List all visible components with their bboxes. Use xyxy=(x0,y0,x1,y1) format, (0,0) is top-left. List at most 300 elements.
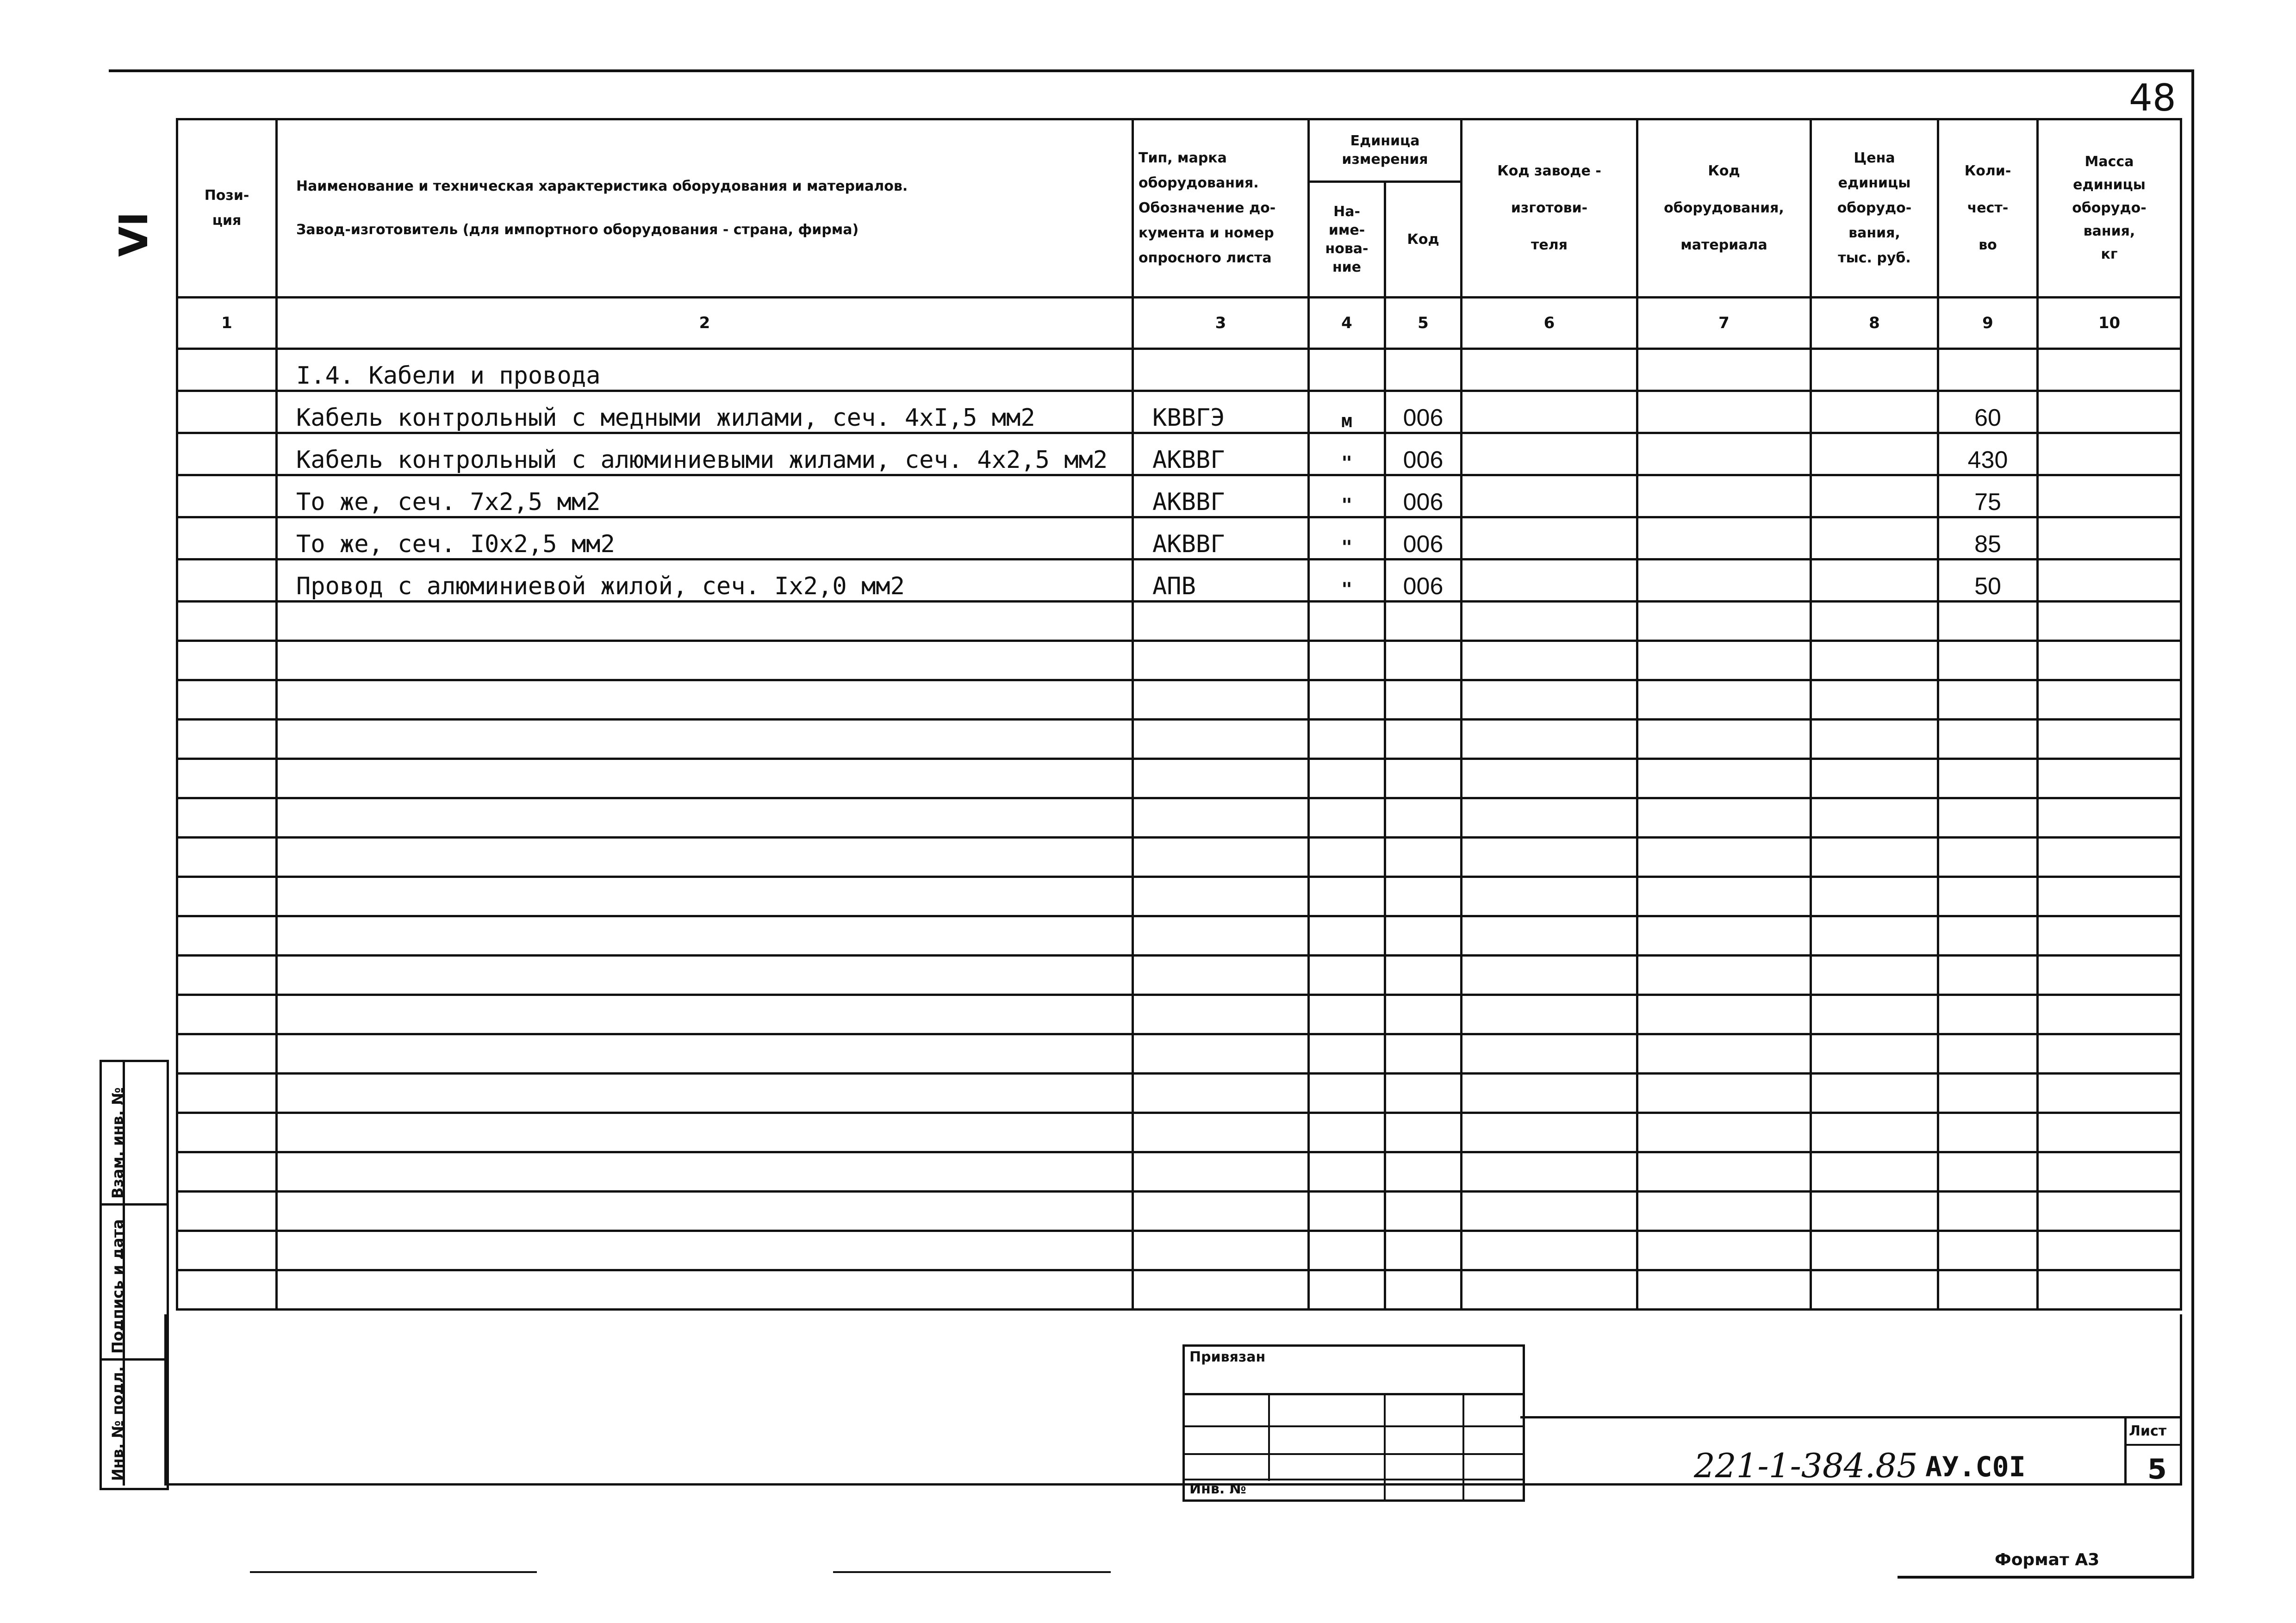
empty-cell xyxy=(2038,956,2181,995)
empty-cell xyxy=(2038,916,2181,956)
doc-code: 221-1-384.85 xyxy=(1694,1446,1918,1485)
sheet-number: 5 xyxy=(2147,1453,2167,1486)
cell-mass xyxy=(2038,349,2181,391)
empty-cell xyxy=(1385,877,1462,916)
cell-unit-code: 006 xyxy=(1385,560,1462,602)
empty-cell xyxy=(1811,798,1938,838)
empty-cell xyxy=(1133,641,1309,680)
cell-price xyxy=(1811,391,1938,433)
empty-cell xyxy=(177,759,277,798)
cell-name: Кабель контрольный с алюминиевыми жилами, сеч. 4х2,5 мм2 xyxy=(277,433,1133,475)
empty-cell xyxy=(1637,877,1811,916)
empty-cell xyxy=(177,641,277,680)
table-row xyxy=(177,560,2181,602)
cell-equipment-code xyxy=(1637,560,1811,602)
cell-price xyxy=(1811,433,1938,475)
empty-cell xyxy=(277,1074,1133,1113)
cell-quantity: 75 xyxy=(1938,475,2038,517)
empty-cell xyxy=(1938,641,2038,680)
cell-manufacturer-code xyxy=(1462,433,1637,475)
empty-cell xyxy=(1637,995,1811,1034)
cell-price xyxy=(1811,560,1938,602)
empty-cell xyxy=(1811,1034,1938,1074)
empty-cell xyxy=(2038,720,2181,759)
empty-cell xyxy=(2038,1192,2181,1231)
empty-cell xyxy=(177,995,277,1034)
empty-cell xyxy=(1309,1074,1385,1113)
stamp-sign-date: Подпись и дата xyxy=(109,1219,126,1354)
empty-cell xyxy=(277,1113,1133,1152)
empty-cell xyxy=(1133,602,1309,641)
empty-cell xyxy=(1811,759,1938,798)
header-type: Тип, марка оборудования. Обозначение до- кумента и номер опросного листа xyxy=(1133,119,1309,298)
cell-type xyxy=(1133,349,1309,391)
empty-cell xyxy=(1385,602,1462,641)
title-sheet-hline xyxy=(2124,1444,2182,1446)
bottom-border-line xyxy=(1898,1576,2194,1579)
cell-quantity: 85 xyxy=(1938,517,2038,560)
empty-cell xyxy=(177,1152,277,1192)
empty-cell xyxy=(177,916,277,956)
empty-cell xyxy=(1462,798,1637,838)
empty-cell xyxy=(277,680,1133,720)
stamp-divider-2 xyxy=(100,1358,167,1361)
empty-cell xyxy=(177,1270,277,1310)
empty-table-row xyxy=(177,641,2181,680)
empty-cell xyxy=(1309,1152,1385,1192)
empty-cell xyxy=(1811,641,1938,680)
cell-unit-code: 006 xyxy=(1385,475,1462,517)
empty-cell xyxy=(1637,1034,1811,1074)
empty-cell xyxy=(1938,1231,2038,1270)
empty-table-row xyxy=(177,1113,2181,1152)
doc-suffix: АУ.С0I xyxy=(1925,1451,2026,1483)
empty-cell xyxy=(1133,680,1309,720)
empty-cell xyxy=(2038,1113,2181,1152)
empty-cell xyxy=(277,1270,1133,1310)
stamp-inv-vzam: Взам. инв. № xyxy=(109,1087,126,1199)
colnum-4: 4 xyxy=(1309,298,1385,349)
empty-cell xyxy=(1309,1231,1385,1270)
empty-cell xyxy=(1811,1113,1938,1152)
empty-cell xyxy=(177,1113,277,1152)
cell-type: АКВВГ xyxy=(1133,517,1309,560)
table-row xyxy=(177,349,2181,391)
table-row xyxy=(177,433,2181,475)
approved-vline-2 xyxy=(1384,1393,1386,1499)
table-row xyxy=(177,517,2181,560)
format-label: Формат А3 xyxy=(1995,1550,2100,1569)
empty-cell xyxy=(1462,956,1637,995)
empty-cell xyxy=(2038,759,2181,798)
header-mass: Масса единицы оборудо- вания, кг xyxy=(2038,119,2181,298)
empty-cell xyxy=(1811,1152,1938,1192)
cell-equipment-code xyxy=(1637,391,1811,433)
empty-cell xyxy=(1637,680,1811,720)
empty-cell xyxy=(277,1192,1133,1231)
approved-box xyxy=(1182,1344,1525,1502)
header-price: Цена единицы оборудо- вания, тыс. руб. xyxy=(1811,119,1938,298)
empty-cell xyxy=(1811,602,1938,641)
cell-unit: " xyxy=(1309,560,1385,602)
empty-cell xyxy=(1811,995,1938,1034)
approved-line-1 xyxy=(1185,1393,1523,1395)
empty-cell xyxy=(277,1231,1133,1270)
empty-cell xyxy=(1133,995,1309,1034)
empty-cell xyxy=(277,916,1133,956)
empty-table-row xyxy=(177,877,2181,916)
empty-table-row xyxy=(177,1034,2181,1074)
cell-unit-code xyxy=(1385,349,1462,391)
cell-manufacturer-code xyxy=(1462,349,1637,391)
bottom-frame-left xyxy=(164,1314,167,1486)
empty-cell xyxy=(2038,1034,2181,1074)
header-unit-name: На- име- нова- ние xyxy=(1309,182,1385,298)
top-border-line xyxy=(109,69,2191,72)
empty-cell xyxy=(1309,680,1385,720)
empty-cell xyxy=(1462,838,1637,877)
empty-table-row xyxy=(177,838,2181,877)
empty-cell xyxy=(277,1152,1133,1192)
header-position: Пози- ция xyxy=(177,119,277,298)
empty-cell xyxy=(2038,877,2181,916)
empty-cell xyxy=(1637,1074,1811,1113)
cell-position xyxy=(177,475,277,517)
empty-cell xyxy=(2038,641,2181,680)
bottom-dash-2 xyxy=(833,1571,1111,1573)
empty-table-row xyxy=(177,680,2181,720)
empty-cell xyxy=(1637,1152,1811,1192)
cell-quantity: 60 xyxy=(1938,391,2038,433)
empty-cell xyxy=(1133,1152,1309,1192)
empty-cell xyxy=(1385,1074,1462,1113)
approved-label: Привязан xyxy=(1189,1349,1266,1365)
empty-cell xyxy=(1385,1113,1462,1152)
empty-cell xyxy=(1133,1270,1309,1310)
approved-inv: Инв. № xyxy=(1189,1481,1246,1497)
empty-cell xyxy=(1309,602,1385,641)
colnum-5: 5 xyxy=(1385,298,1462,349)
empty-cell xyxy=(1309,877,1385,916)
empty-cell xyxy=(1133,798,1309,838)
empty-cell xyxy=(1938,798,2038,838)
empty-cell xyxy=(1462,1074,1637,1113)
empty-cell xyxy=(1133,1034,1309,1074)
header-name-line1: Наименование и техническая характеристика оборудования и материалов. xyxy=(296,178,908,194)
empty-cell xyxy=(1938,838,2038,877)
cell-position xyxy=(177,349,277,391)
empty-cell xyxy=(1462,602,1637,641)
empty-cell xyxy=(1938,1152,2038,1192)
approved-line-2 xyxy=(1185,1425,1523,1427)
colnum-2: 2 xyxy=(277,298,1133,349)
cell-manufacturer-code xyxy=(1462,475,1637,517)
cell-unit: " xyxy=(1309,475,1385,517)
empty-cell xyxy=(1385,641,1462,680)
empty-cell xyxy=(2038,798,2181,838)
empty-cell xyxy=(1133,1074,1309,1113)
cell-unit: " xyxy=(1309,517,1385,560)
empty-table-row xyxy=(177,602,2181,641)
header-unit-code: Код xyxy=(1385,182,1462,298)
empty-table-row xyxy=(177,956,2181,995)
empty-cell xyxy=(1938,1192,2038,1231)
cell-name: Провод с алюминиевой жилой, сеч. Iх2,0 мм2 xyxy=(277,560,1133,602)
empty-cell xyxy=(1385,1152,1462,1192)
empty-cell xyxy=(1309,838,1385,877)
cell-mass xyxy=(2038,517,2181,560)
empty-cell xyxy=(1462,1270,1637,1310)
header-quantity: Коли- чест- во xyxy=(1938,119,2038,298)
colnum-3: 3 xyxy=(1133,298,1309,349)
empty-cell xyxy=(1811,720,1938,759)
empty-cell xyxy=(1133,877,1309,916)
empty-cell xyxy=(1462,720,1637,759)
empty-cell xyxy=(1462,680,1637,720)
empty-cell xyxy=(1462,877,1637,916)
empty-cell xyxy=(1938,720,2038,759)
cell-name: То же, сеч. I0х2,5 мм2 xyxy=(277,517,1133,560)
cell-name: То же, сеч. 7х2,5 мм2 xyxy=(277,475,1133,517)
cell-manufacturer-code xyxy=(1462,560,1637,602)
empty-cell xyxy=(177,1034,277,1074)
cell-type: АПВ xyxy=(1133,560,1309,602)
cell-type: КВВГЭ xyxy=(1133,391,1309,433)
empty-cell xyxy=(1462,916,1637,956)
stamp-divider-1 xyxy=(100,1203,167,1206)
cell-name: Кабель контрольный с медными жилами, сеч. 4хI,5 мм2 xyxy=(277,391,1133,433)
approved-line-3 xyxy=(1185,1453,1523,1455)
empty-cell xyxy=(277,602,1133,641)
cell-equipment-code xyxy=(1637,433,1811,475)
empty-cell xyxy=(1309,995,1385,1034)
cell-quantity xyxy=(1938,349,2038,391)
cell-price xyxy=(1811,475,1938,517)
empty-cell xyxy=(1637,602,1811,641)
cell-unit-code: 006 xyxy=(1385,517,1462,560)
empty-cell xyxy=(1637,1270,1811,1310)
empty-cell xyxy=(1938,1074,2038,1113)
empty-cell xyxy=(1133,720,1309,759)
empty-cell xyxy=(2038,1231,2181,1270)
cell-manufacturer-code xyxy=(1462,517,1637,560)
empty-cell xyxy=(1938,916,2038,956)
empty-cell xyxy=(177,798,277,838)
empty-cell xyxy=(177,1231,277,1270)
cell-manufacturer-code xyxy=(1462,391,1637,433)
empty-cell xyxy=(1133,916,1309,956)
empty-cell xyxy=(177,1192,277,1231)
empty-table-row xyxy=(177,1231,2181,1270)
empty-cell xyxy=(1462,1231,1637,1270)
empty-cell xyxy=(1309,916,1385,956)
empty-cell xyxy=(1385,995,1462,1034)
cell-price xyxy=(1811,517,1938,560)
empty-cell xyxy=(1811,916,1938,956)
empty-cell xyxy=(1133,956,1309,995)
colnum-6: 6 xyxy=(1462,298,1637,349)
empty-cell xyxy=(1309,1270,1385,1310)
empty-table-row xyxy=(177,1192,2181,1231)
cell-unit: " xyxy=(1309,433,1385,475)
header-row xyxy=(177,119,2181,182)
empty-cell xyxy=(1385,916,1462,956)
empty-cell xyxy=(2038,1152,2181,1192)
empty-cell xyxy=(1637,641,1811,680)
empty-cell xyxy=(1462,1152,1637,1192)
empty-cell xyxy=(1385,956,1462,995)
empty-cell xyxy=(277,995,1133,1034)
empty-cell xyxy=(1462,759,1637,798)
cell-type: АКВВГ xyxy=(1133,433,1309,475)
empty-cell xyxy=(1637,798,1811,838)
empty-cell xyxy=(1637,759,1811,798)
empty-cell xyxy=(1938,995,2038,1034)
cell-position xyxy=(177,433,277,475)
column-number-row xyxy=(177,298,2181,349)
empty-cell xyxy=(277,759,1133,798)
cell-position xyxy=(177,560,277,602)
approved-line-4 xyxy=(1185,1479,1523,1480)
empty-cell xyxy=(1309,759,1385,798)
title-sheet-vline xyxy=(2124,1416,2127,1486)
header-equipment-code: Код оборудования, материала xyxy=(1637,119,1811,298)
cell-equipment-code xyxy=(1637,349,1811,391)
empty-cell xyxy=(1637,1231,1811,1270)
cell-unit-code: 006 xyxy=(1385,433,1462,475)
empty-cell xyxy=(1309,641,1385,680)
cell-mass xyxy=(2038,560,2181,602)
empty-cell xyxy=(2038,1074,2181,1113)
empty-cell xyxy=(1811,956,1938,995)
empty-cell xyxy=(1385,1231,1462,1270)
roman-mark: VI xyxy=(111,211,157,257)
empty-cell xyxy=(1938,1034,2038,1074)
empty-cell xyxy=(277,877,1133,916)
empty-cell xyxy=(2038,1270,2181,1310)
colnum-1: 1 xyxy=(177,298,277,349)
cell-price xyxy=(1811,349,1938,391)
stamp-inv-podl: Инв. № подл. xyxy=(109,1366,126,1481)
header-unit-group: Единица измерения xyxy=(1309,119,1462,182)
empty-table-row xyxy=(177,798,2181,838)
empty-cell xyxy=(1938,759,2038,798)
empty-table-row xyxy=(177,1270,2181,1310)
empty-cell xyxy=(1309,1192,1385,1231)
empty-cell xyxy=(2038,602,2181,641)
empty-cell xyxy=(1309,798,1385,838)
header-name-line2: Завод-изготовитель (для импортного оборудования - страна, фирма) xyxy=(296,222,859,238)
empty-cell xyxy=(1811,1231,1938,1270)
empty-cell xyxy=(1811,838,1938,877)
colnum-7: 7 xyxy=(1637,298,1811,349)
empty-cell xyxy=(1938,680,2038,720)
empty-cell xyxy=(1462,1192,1637,1231)
empty-cell xyxy=(1385,720,1462,759)
empty-cell xyxy=(1938,956,2038,995)
empty-cell xyxy=(277,956,1133,995)
empty-table-row xyxy=(177,1152,2181,1192)
empty-cell xyxy=(177,1074,277,1113)
empty-cell xyxy=(177,680,277,720)
table-row xyxy=(177,475,2181,517)
empty-cell xyxy=(1637,1113,1811,1152)
empty-cell xyxy=(1462,1113,1637,1152)
empty-cell xyxy=(1811,1270,1938,1310)
page-number: 48 xyxy=(2129,76,2176,119)
right-border-line xyxy=(2191,69,2194,1578)
empty-cell xyxy=(1385,798,1462,838)
empty-cell xyxy=(1637,838,1811,877)
empty-cell xyxy=(1385,838,1462,877)
empty-cell xyxy=(277,798,1133,838)
table-row xyxy=(177,391,2181,433)
empty-cell xyxy=(1938,1270,2038,1310)
empty-cell xyxy=(277,720,1133,759)
empty-cell xyxy=(177,956,277,995)
empty-table-row xyxy=(177,916,2181,956)
empty-cell xyxy=(2038,995,2181,1034)
empty-cell xyxy=(1637,916,1811,956)
empty-cell xyxy=(1133,1113,1309,1152)
colnum-10: 10 xyxy=(2038,298,2181,349)
table-body xyxy=(177,349,2181,1310)
empty-cell xyxy=(2038,680,2181,720)
empty-cell xyxy=(1637,720,1811,759)
empty-table-row xyxy=(177,759,2181,798)
empty-cell xyxy=(277,1034,1133,1074)
empty-table-row xyxy=(177,995,2181,1034)
cell-equipment-code xyxy=(1637,475,1811,517)
cell-quantity: 430 xyxy=(1938,433,2038,475)
cell-mass xyxy=(2038,433,2181,475)
empty-cell xyxy=(1811,877,1938,916)
cell-name: I.4. Кабели и провода xyxy=(277,349,1133,391)
empty-cell xyxy=(1811,1074,1938,1113)
empty-cell xyxy=(1462,995,1637,1034)
empty-cell xyxy=(277,641,1133,680)
cell-position xyxy=(177,391,277,433)
empty-cell xyxy=(1462,641,1637,680)
empty-cell xyxy=(1938,877,2038,916)
empty-cell xyxy=(1309,720,1385,759)
approved-vline-3 xyxy=(1462,1393,1464,1499)
approved-vline-1 xyxy=(1268,1393,1270,1481)
empty-cell xyxy=(1133,838,1309,877)
cell-mass xyxy=(2038,391,2181,433)
empty-cell xyxy=(1385,680,1462,720)
empty-cell xyxy=(1385,759,1462,798)
empty-table-row xyxy=(177,1074,2181,1113)
cell-quantity: 50 xyxy=(1938,560,2038,602)
empty-cell xyxy=(177,838,277,877)
empty-cell xyxy=(1133,1192,1309,1231)
specification-table xyxy=(176,118,2182,1311)
empty-cell xyxy=(177,720,277,759)
empty-cell xyxy=(1637,956,1811,995)
empty-cell xyxy=(1462,1034,1637,1074)
empty-cell xyxy=(1637,1192,1811,1231)
empty-cell xyxy=(1385,1270,1462,1310)
empty-cell xyxy=(277,838,1133,877)
empty-cell xyxy=(1133,1231,1309,1270)
cell-position xyxy=(177,517,277,560)
empty-cell xyxy=(1385,1192,1462,1231)
cell-unit-code: 006 xyxy=(1385,391,1462,433)
empty-cell xyxy=(1938,602,2038,641)
empty-cell xyxy=(2038,838,2181,877)
cell-type: АКВВГ xyxy=(1133,475,1309,517)
